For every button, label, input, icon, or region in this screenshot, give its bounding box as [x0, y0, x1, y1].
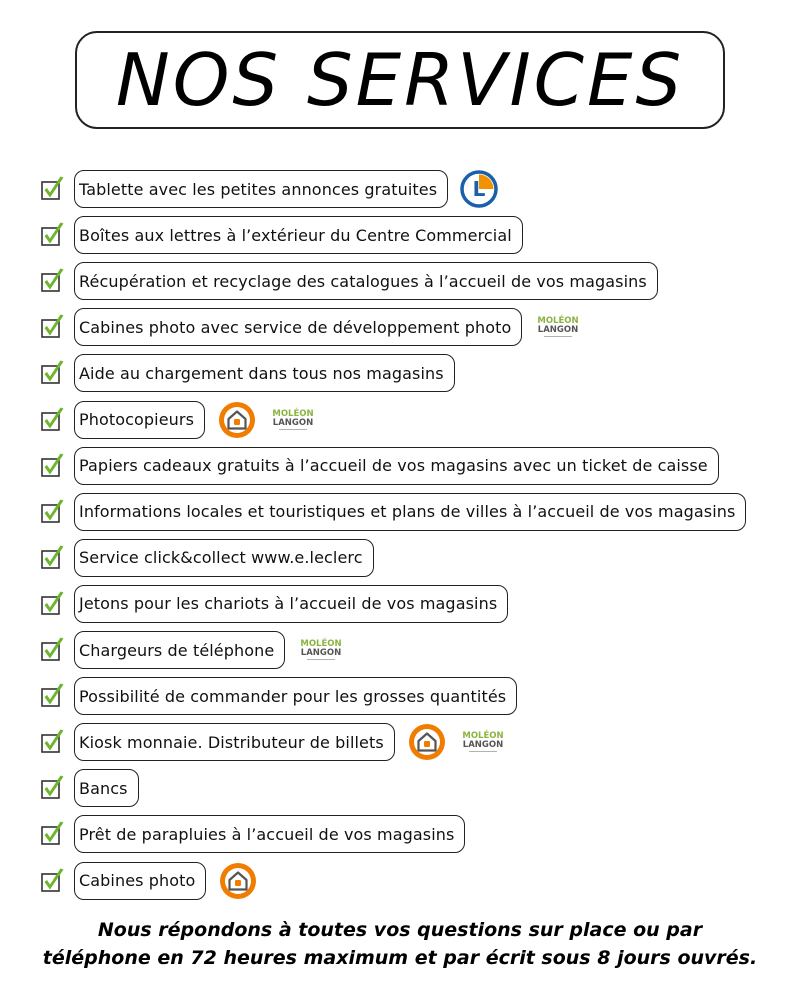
svg-text:LANGON: LANGON	[272, 417, 314, 428]
service-label: Chargeurs de téléphone	[74, 631, 285, 669]
checkbox-checked-icon	[40, 820, 66, 848]
service-item	[40, 861, 258, 901]
svg-text:LANGON: LANGON	[538, 325, 579, 336]
checkbox-checked-icon	[40, 774, 66, 802]
service-label: Kiosk monnaie. Distributeur de billets	[74, 723, 395, 761]
orange-house-logo	[217, 400, 257, 440]
service-item	[40, 261, 658, 301]
moleon-langon-logo	[536, 313, 580, 341]
svg-text:L: L	[472, 177, 486, 201]
checkbox-checked-icon	[40, 221, 66, 249]
service-item	[40, 722, 505, 762]
service-label: Jetons pour les chariots à l’accueil de vos magasins	[74, 585, 508, 623]
service-label: Possibilité de commander pour les grosses quantités	[74, 677, 517, 715]
service-item	[40, 676, 517, 716]
svg-text:LANGON: LANGON	[462, 740, 504, 751]
service-label: Récupération et recyclage des catalogues à l’accueil de vos magasins	[74, 262, 658, 300]
service-item	[40, 353, 455, 393]
checkbox-checked-icon	[40, 452, 66, 480]
checkbox-checked-icon	[40, 590, 66, 618]
service-item	[40, 400, 315, 440]
service-item	[40, 215, 523, 255]
moleon-langon-logo	[461, 728, 505, 756]
page-title: NOS SERVICES	[115, 38, 685, 122]
svg-text:MOLÉON: MOLÉON	[537, 316, 580, 327]
service-item	[40, 492, 746, 532]
service-label: Cabines photo avec service de développement photo	[74, 308, 522, 346]
service-label: Tablette avec les petites annonces gratuites	[74, 170, 448, 208]
checkbox-checked-icon	[40, 175, 66, 203]
orange-house-logo	[407, 722, 447, 762]
service-item	[40, 584, 508, 624]
service-label: Prêt de parapluies à l’accueil de vos magasins	[74, 815, 465, 853]
service-item	[40, 307, 580, 347]
service-label: Informations locales et touristiques et plans de villes à l’accueil de vos magasins	[74, 493, 746, 531]
footer-note	[0, 916, 800, 972]
service-label: Photocopieurs	[74, 401, 205, 439]
service-label: Boîtes aux lettres à l’extérieur du Centre Commercial	[74, 216, 523, 254]
footer-line-2: téléphone en 72 heures maximum et par écrit sous 8 jours ouvrés.	[42, 947, 758, 969]
svg-text:LANGON: LANGON	[301, 648, 342, 658]
leclerc-logo	[460, 170, 498, 208]
service-item	[40, 814, 465, 854]
moleon-langon-logo	[271, 406, 315, 434]
footer-line-1: Nous répondons à toutes vos questions sur place ou par	[97, 919, 703, 941]
service-item	[40, 768, 139, 808]
checkbox-checked-icon	[40, 313, 66, 341]
moleon-langon-logo	[299, 636, 343, 664]
svg-text:MOLÉON: MOLÉON	[462, 731, 504, 742]
service-item	[40, 446, 719, 486]
orange-house-logo	[218, 861, 258, 901]
service-item	[40, 169, 498, 209]
checkbox-checked-icon	[40, 267, 66, 295]
checkbox-checked-icon	[40, 498, 66, 526]
service-label: Papiers cadeaux gratuits à l’accueil de vos magasins avec un ticket de caisse	[74, 447, 719, 485]
service-item	[40, 538, 374, 578]
service-label: Cabines photo	[74, 862, 206, 900]
svg-text:MOLÉON: MOLÉON	[300, 639, 342, 649]
service-item	[40, 630, 343, 670]
checkbox-checked-icon	[40, 728, 66, 756]
checkbox-checked-icon	[40, 636, 66, 664]
checkbox-checked-icon	[40, 359, 66, 387]
checkbox-checked-icon	[40, 682, 66, 710]
service-label: Aide au chargement dans tous nos magasins	[74, 354, 455, 392]
svg-text:MOLÉON: MOLÉON	[272, 408, 314, 419]
checkbox-checked-icon	[40, 544, 66, 572]
checkbox-checked-icon	[40, 406, 66, 434]
service-label: Service click&collect www.e.leclerc	[74, 539, 374, 577]
checkbox-checked-icon	[40, 867, 66, 895]
service-label: Bancs	[74, 769, 139, 807]
